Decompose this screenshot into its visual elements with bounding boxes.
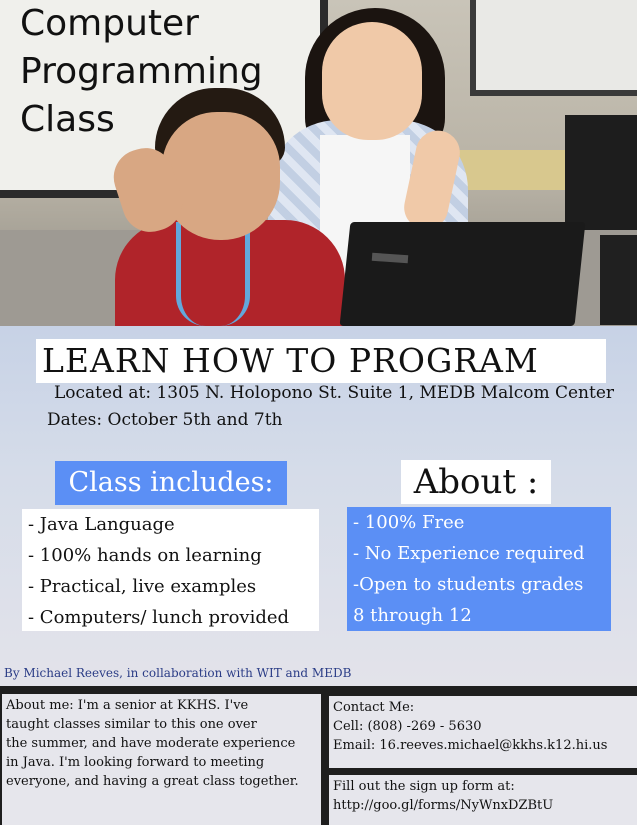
- dates-text: Dates: October 5th and 7th: [47, 410, 283, 430]
- byline: By Michael Reeves, in collaboration with WIT and MEDB: [4, 666, 352, 680]
- headline: LEARN HOW TO PROGRAM: [36, 339, 606, 383]
- about-heading: About :: [401, 460, 551, 504]
- photo-girl-face: [322, 22, 422, 140]
- poster-title: [20, 0, 320, 144]
- list-item: - Practical, live examples: [28, 576, 257, 597]
- list-item: -Open to students grades: [353, 574, 584, 595]
- list-item: 8 through 12: [353, 605, 472, 626]
- title-line-1: Computer: [20, 3, 199, 44]
- signup-box: [329, 775, 637, 825]
- title-line-2: Programming: [20, 51, 263, 92]
- photo-computer-tower: [565, 115, 637, 235]
- location-text: Located at: 1305 N. Holopono St. Suite 1, MEDB Malcom Center: [54, 383, 615, 403]
- photo-wall-screen: [470, 0, 637, 96]
- contact-email: Email: 16.reeves.michael@kkhs.k12.hi.us: [333, 738, 608, 753]
- list-item: - No Experience required: [353, 543, 585, 564]
- list-item: - 100% Free: [353, 512, 465, 533]
- title-line-3: Class: [20, 99, 115, 140]
- contact-box: [329, 696, 637, 768]
- list-item: - Java Language: [28, 514, 175, 535]
- photo-laptop: [340, 222, 586, 326]
- list-item: - 100% hands on learning: [28, 545, 262, 566]
- about-me-box: About me: I'm a senior at KKHS. I've taught classes similar to this one over the summer, and have moderate experience in Java. I'm looking forward to meeting everyone, and having a great class together.: [2, 694, 321, 825]
- about-list: [347, 507, 611, 631]
- photo-monitor: [600, 235, 637, 325]
- contact-cell: Cell: (808) -269 - 5630: [333, 719, 482, 734]
- class-includes-list: [22, 509, 319, 631]
- hero-photo: [0, 0, 637, 326]
- contact-heading: Contact Me:: [333, 700, 415, 715]
- class-includes-heading: Class includes:: [55, 461, 287, 505]
- list-item: - Computers/ lunch provided: [28, 607, 290, 628]
- signup-text: Fill out the sign up form at:: [333, 779, 515, 794]
- signup-link[interactable]: http://goo.gl/forms/NyWnxDZBtU: [333, 798, 554, 813]
